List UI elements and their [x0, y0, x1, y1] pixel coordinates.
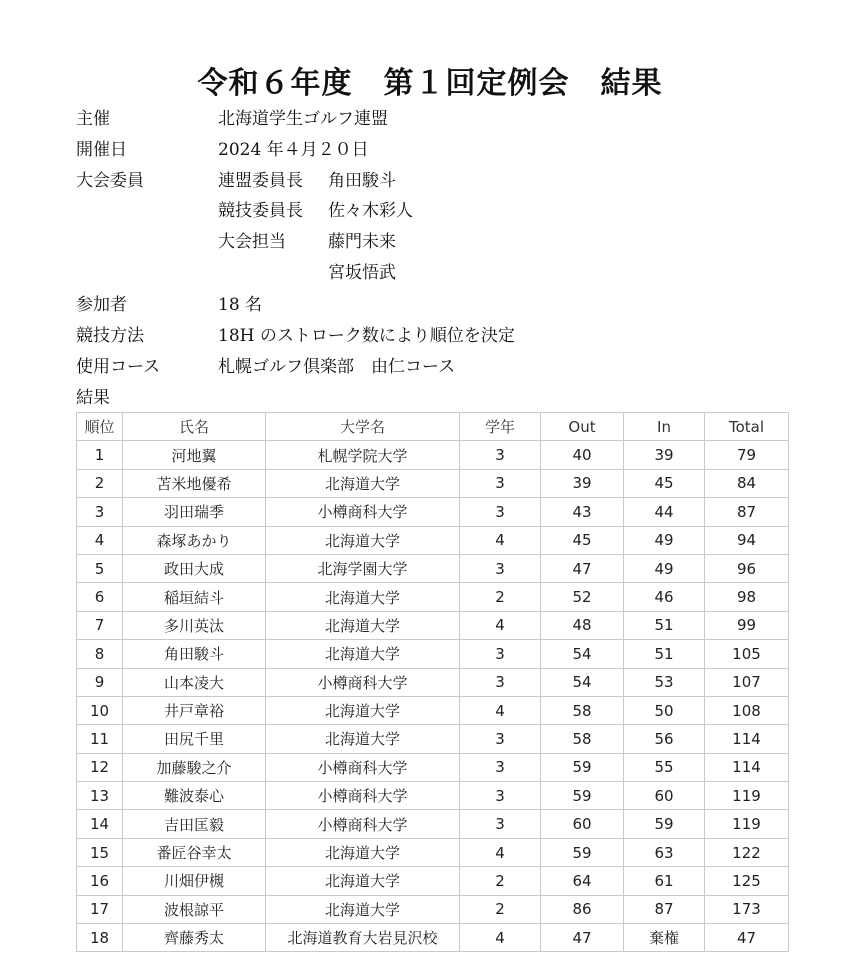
table-row — [77, 611, 789, 639]
university-cell: 北海道大学 — [266, 611, 460, 639]
rank-cell: 4 — [77, 526, 123, 554]
name-cell: 難波泰心 — [123, 782, 266, 810]
rank-cell: 5 — [77, 554, 123, 582]
column-header-name: 氏名 — [123, 413, 266, 441]
out-cell: 48 — [541, 611, 624, 639]
committee-role: 連盟委員長 — [218, 171, 303, 191]
grade-cell: 2 — [460, 867, 541, 895]
total-cell: 122 — [705, 838, 789, 866]
in-cell: 87 — [624, 895, 705, 923]
grade-cell: 3 — [460, 469, 541, 497]
name-cell: 河地翼 — [123, 441, 266, 469]
total-cell: 105 — [705, 640, 789, 668]
grade-cell: 4 — [460, 924, 541, 952]
participants-label: 参加者 — [76, 295, 127, 315]
in-cell: 49 — [624, 526, 705, 554]
grade-cell: 4 — [460, 696, 541, 724]
grade-cell: 3 — [460, 753, 541, 781]
name-cell: 稲垣結斗 — [123, 583, 266, 611]
column-header-total: Total — [705, 413, 789, 441]
rank-cell: 11 — [77, 725, 123, 753]
university-cell: 北海道教育大岩見沢校 — [266, 924, 460, 952]
out-cell: 59 — [541, 782, 624, 810]
table-row — [77, 526, 789, 554]
column-header-in: In — [624, 413, 705, 441]
total-cell: 94 — [705, 526, 789, 554]
total-cell: 47 — [705, 924, 789, 952]
method-label: 競技方法 — [76, 326, 144, 346]
name-cell: 政田大成 — [123, 554, 266, 582]
name-cell: 多川英汰 — [123, 611, 266, 639]
grade-cell: 3 — [460, 725, 541, 753]
in-cell: 60 — [624, 782, 705, 810]
column-header-out: Out — [541, 413, 624, 441]
total-cell: 79 — [705, 441, 789, 469]
grade-cell: 3 — [460, 554, 541, 582]
university-cell: 北海道大学 — [266, 469, 460, 497]
committee-role: 競技委員長 — [218, 201, 303, 221]
total-cell: 119 — [705, 782, 789, 810]
total-cell: 108 — [705, 696, 789, 724]
total-cell: 107 — [705, 668, 789, 696]
name-cell: 井戸章裕 — [123, 696, 266, 724]
results-table — [76, 412, 789, 952]
total-cell: 119 — [705, 810, 789, 838]
name-cell: 吉田匡毅 — [123, 810, 266, 838]
university-cell: 北海学園大学 — [266, 554, 460, 582]
total-cell: 87 — [705, 498, 789, 526]
university-cell: 北海道大学 — [266, 526, 460, 554]
university-cell: 小樽商科大学 — [266, 810, 460, 838]
out-cell: 40 — [541, 441, 624, 469]
rank-cell: 1 — [77, 441, 123, 469]
column-header-university: 大学名 — [266, 413, 460, 441]
name-cell: 山本凌大 — [123, 668, 266, 696]
grade-cell: 4 — [460, 611, 541, 639]
total-cell: 173 — [705, 895, 789, 923]
course-value: 札幌ゴルフ倶楽部 由仁コース — [218, 357, 456, 377]
university-cell: 小樽商科大学 — [266, 753, 460, 781]
rank-cell: 17 — [77, 895, 123, 923]
out-cell: 58 — [541, 725, 624, 753]
table-row — [77, 867, 789, 895]
total-cell: 114 — [705, 753, 789, 781]
out-cell: 59 — [541, 838, 624, 866]
grade-cell: 3 — [460, 498, 541, 526]
university-cell: 北海道大学 — [266, 867, 460, 895]
table-row — [77, 554, 789, 582]
rank-cell: 13 — [77, 782, 123, 810]
table-row — [77, 895, 789, 923]
organizer-label: 主催 — [76, 109, 110, 129]
grade-cell: 3 — [460, 782, 541, 810]
out-cell: 52 — [541, 583, 624, 611]
university-cell: 札幌学院大学 — [266, 441, 460, 469]
university-cell: 北海道大学 — [266, 583, 460, 611]
name-cell: 森塚あかり — [123, 526, 266, 554]
table-row — [77, 810, 789, 838]
results-table-body — [77, 441, 789, 952]
grade-cell: 3 — [460, 668, 541, 696]
method-row — [76, 322, 515, 350]
total-cell: 84 — [705, 469, 789, 497]
total-cell: 125 — [705, 867, 789, 895]
rank-cell: 12 — [77, 753, 123, 781]
committee-member — [218, 259, 396, 287]
table-row — [77, 469, 789, 497]
out-cell: 64 — [541, 867, 624, 895]
university-cell: 北海道大学 — [266, 895, 460, 923]
university-cell: 北海道大学 — [266, 640, 460, 668]
rank-cell: 9 — [77, 668, 123, 696]
out-cell: 54 — [541, 668, 624, 696]
table-row — [77, 640, 789, 668]
committee-row — [76, 167, 218, 195]
name-cell: 角田駿斗 — [123, 640, 266, 668]
table-row — [77, 583, 789, 611]
rank-cell: 8 — [77, 640, 123, 668]
in-cell: 55 — [624, 753, 705, 781]
table-row — [77, 753, 789, 781]
out-cell: 45 — [541, 526, 624, 554]
table-header-row — [77, 413, 789, 441]
in-cell: 50 — [624, 696, 705, 724]
in-cell: 39 — [624, 441, 705, 469]
total-cell: 98 — [705, 583, 789, 611]
out-cell: 54 — [541, 640, 624, 668]
column-header-grade: 学年 — [460, 413, 541, 441]
name-cell: 田尻千里 — [123, 725, 266, 753]
table-row — [77, 441, 789, 469]
name-cell: 川畑伊槻 — [123, 867, 266, 895]
committee-name: 角田駿斗 — [328, 171, 396, 191]
university-cell: 小樽商科大学 — [266, 782, 460, 810]
table-row — [77, 924, 789, 952]
grade-cell: 2 — [460, 583, 541, 611]
out-cell: 60 — [541, 810, 624, 838]
committee-label: 大会委員 — [76, 171, 144, 191]
rank-cell: 7 — [77, 611, 123, 639]
name-cell: 苫米地優希 — [123, 469, 266, 497]
rank-cell: 2 — [77, 469, 123, 497]
table-row — [77, 838, 789, 866]
grade-cell: 4 — [460, 838, 541, 866]
grade-cell: 4 — [460, 526, 541, 554]
in-cell: 49 — [624, 554, 705, 582]
in-cell: 棄権 — [624, 924, 705, 952]
name-cell: 波根諒平 — [123, 895, 266, 923]
committee-role: 大会担当 — [218, 232, 286, 252]
rank-cell: 16 — [77, 867, 123, 895]
committee-name: 宮坂悟武 — [328, 263, 396, 283]
rank-cell: 14 — [77, 810, 123, 838]
out-cell: 39 — [541, 469, 624, 497]
university-cell: 小樽商科大学 — [266, 668, 460, 696]
date-row — [76, 136, 369, 164]
column-header-rank: 順位 — [77, 413, 123, 441]
date-label: 開催日 — [76, 140, 127, 160]
university-cell: 北海道大学 — [266, 838, 460, 866]
results-label: 結果 — [76, 388, 110, 408]
grade-cell: 3 — [460, 810, 541, 838]
date-value: 2024 年４月２０日 — [218, 140, 369, 160]
table-row — [77, 668, 789, 696]
in-cell: 53 — [624, 668, 705, 696]
table-row — [77, 782, 789, 810]
in-cell: 61 — [624, 867, 705, 895]
rank-cell: 6 — [77, 583, 123, 611]
organizer-value: 北海道学生ゴルフ連盟 — [218, 109, 388, 129]
total-cell: 99 — [705, 611, 789, 639]
committee-name: 佐々木彩人 — [328, 201, 413, 221]
in-cell: 51 — [624, 640, 705, 668]
university-cell: 小樽商科大学 — [266, 498, 460, 526]
participants-value: 18 名 — [218, 295, 263, 315]
university-cell: 北海道大学 — [266, 696, 460, 724]
in-cell: 45 — [624, 469, 705, 497]
page-title: 令和６年度 第１回定例会 結果 — [197, 66, 663, 101]
organizer-row — [76, 105, 388, 133]
out-cell: 59 — [541, 753, 624, 781]
grade-cell: 3 — [460, 441, 541, 469]
method-value: 18H のストローク数により順位を決定 — [218, 326, 515, 346]
out-cell: 47 — [541, 554, 624, 582]
out-cell: 86 — [541, 895, 624, 923]
committee-member — [218, 197, 413, 225]
participants-row — [76, 291, 262, 319]
course-label: 使用コース — [76, 357, 161, 377]
name-cell: 加藤駿之介 — [123, 753, 266, 781]
table-row — [77, 696, 789, 724]
in-cell: 63 — [624, 838, 705, 866]
committee-member — [218, 228, 396, 256]
in-cell: 46 — [624, 583, 705, 611]
total-cell: 114 — [705, 725, 789, 753]
rank-cell: 3 — [77, 498, 123, 526]
course-row — [76, 353, 455, 381]
name-cell: 番匠谷幸太 — [123, 838, 266, 866]
rank-cell: 15 — [77, 838, 123, 866]
total-cell: 96 — [705, 554, 789, 582]
table-row — [77, 725, 789, 753]
name-cell: 羽田瑞季 — [123, 498, 266, 526]
university-cell: 北海道大学 — [266, 725, 460, 753]
in-cell: 56 — [624, 725, 705, 753]
out-cell: 47 — [541, 924, 624, 952]
committee-name: 藤門未来 — [328, 232, 396, 252]
in-cell: 59 — [624, 810, 705, 838]
rank-cell: 10 — [77, 696, 123, 724]
rank-cell: 18 — [77, 924, 123, 952]
table-row — [77, 498, 789, 526]
grade-cell: 2 — [460, 895, 541, 923]
name-cell: 齊藤秀太 — [123, 924, 266, 952]
in-cell: 51 — [624, 611, 705, 639]
in-cell: 44 — [624, 498, 705, 526]
grade-cell: 3 — [460, 640, 541, 668]
committee-member — [218, 167, 396, 195]
out-cell: 58 — [541, 696, 624, 724]
out-cell: 43 — [541, 498, 624, 526]
